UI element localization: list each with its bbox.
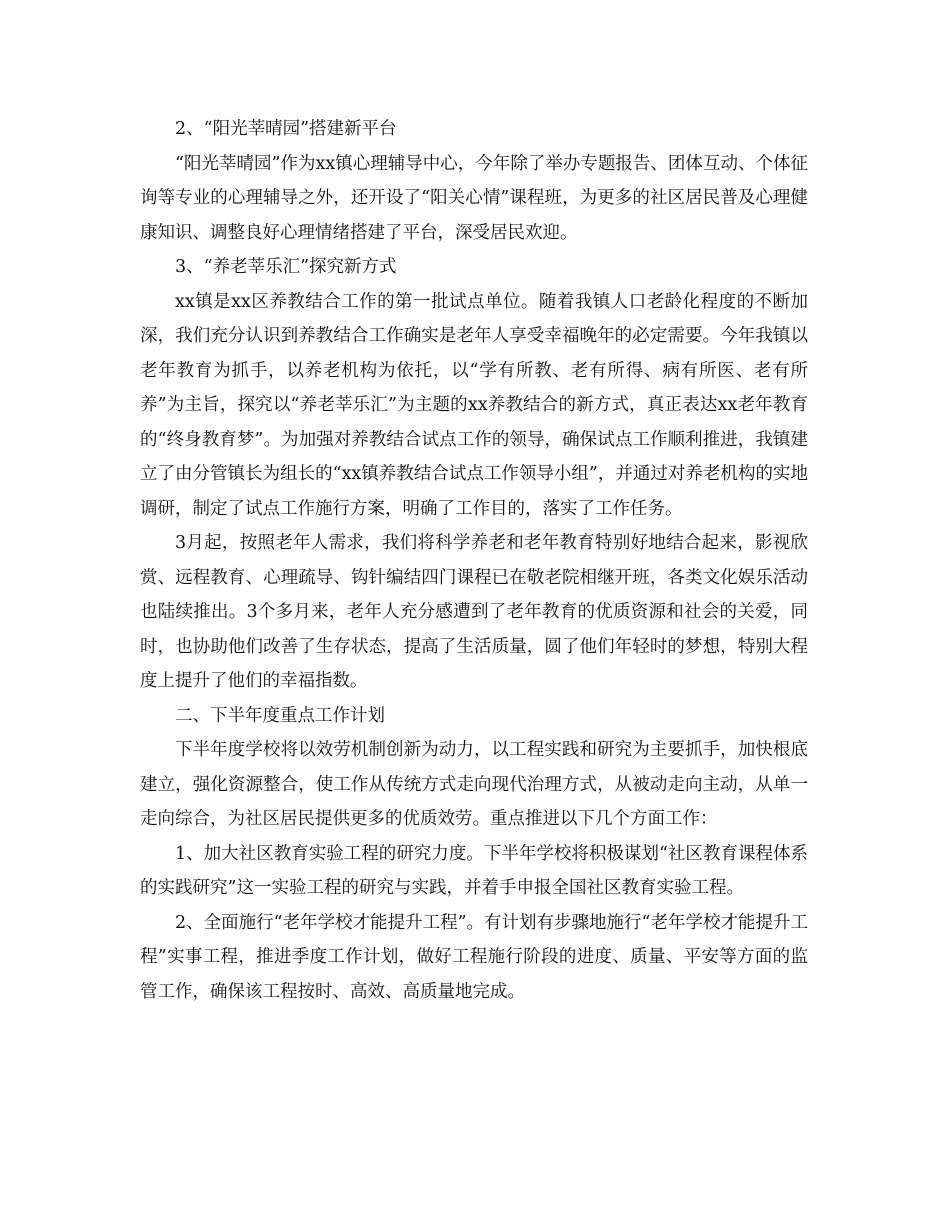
paragraph-courses: 3月起，按照老年人需求，我们将科学养老和老年教育特别好地结合起来，影视欣赏、远程教育、心理疏导、钩针编结四门课程已在敬老院相继开班，各类文化娱乐活动也陆续推出。3个多月来，老年人充分感遭到了老年教育的优质资源和社会的关爱，同时，也协助他们改善了生存状态，提高了生活质量，圆了他们年轻时的梦想，特别大程度上提升了他们的幸福指数。 (140, 533, 808, 691)
section-heading-sunshine-garden: 2、“阳光莘晴园”搭建新平台 (175, 119, 397, 139)
paragraph-sunshine-garden: “阳光莘晴园”作为xx镇心理辅导中心，今年除了举办专题报告、团体互动、个体征询等专业的心理辅导之外，还开设了“阳关心情”课程班，为更多的社区居民普及心理健康知识、调整良好心理情绪搭建了平台，深受居民欢迎。 (140, 153, 808, 243)
section-heading-second-half-plan: 二、下半年度重点工作计划 (175, 705, 385, 726)
paragraph-plan-item-1: 1、加大社区教育实验工程的研究力度。下半年学校将积极谋划“社区教育课程体系的实践研究”这一实验工程的研究与实践，并着手申报全国社区教育实验工程。 (140, 843, 808, 898)
paragraph-plan-overview: 下半年度学校将以效劳机制创新为动力，以工程实践和研究为主要抓手，加快根底建立，强化资源整合，使工作从传统方式走向现代治理方式，从被动走向主动，从单一走向综合，为社区居民提供更多的优质效劳。重点推进以下几个方面工作： (140, 740, 808, 829)
section-heading-elderly-care: 3、“养老莘乐汇”探究新方式 (175, 257, 397, 277)
paragraph-elderly-care-pilot: xx镇是xx区养教结合工作的第一批试点单位。随着我镇人口老龄化程度的不断加深，我们充分认识到养教结合工作确实是老年人享受幸福晚年的必定需要。今年我镇以老年教育为抓手，以养老机构为依托，以“学有所教、老有所得、病有所医、老有所养”为主旨，探究以“养老莘乐汇”为主题的xx养教结合的新方式，真正表达xx老年教育的“终身教育梦”。为加强对养教结合试点工作的领导，确保试点工作顺利推进，我镇建立了由分管镇长为组长的“xx镇养教结合试点工作领导小组”，并通过对养老机构的实地调研，制定了试点工作施行方案，明确了工作目的，落实了工作任务。 (140, 291, 808, 519)
paragraph-plan-item-2: 2、全面施行“老年学校才能提升工程”。有计划有步骤地施行“老年学校才能提升工程”实事工程，推进季度工作计划，做好工程施行阶段的进度、质量、平安等方面的监管工作，确保该工程按时、高效、高质量地完成。 (140, 912, 808, 1002)
document-body (140, 112, 808, 1009)
